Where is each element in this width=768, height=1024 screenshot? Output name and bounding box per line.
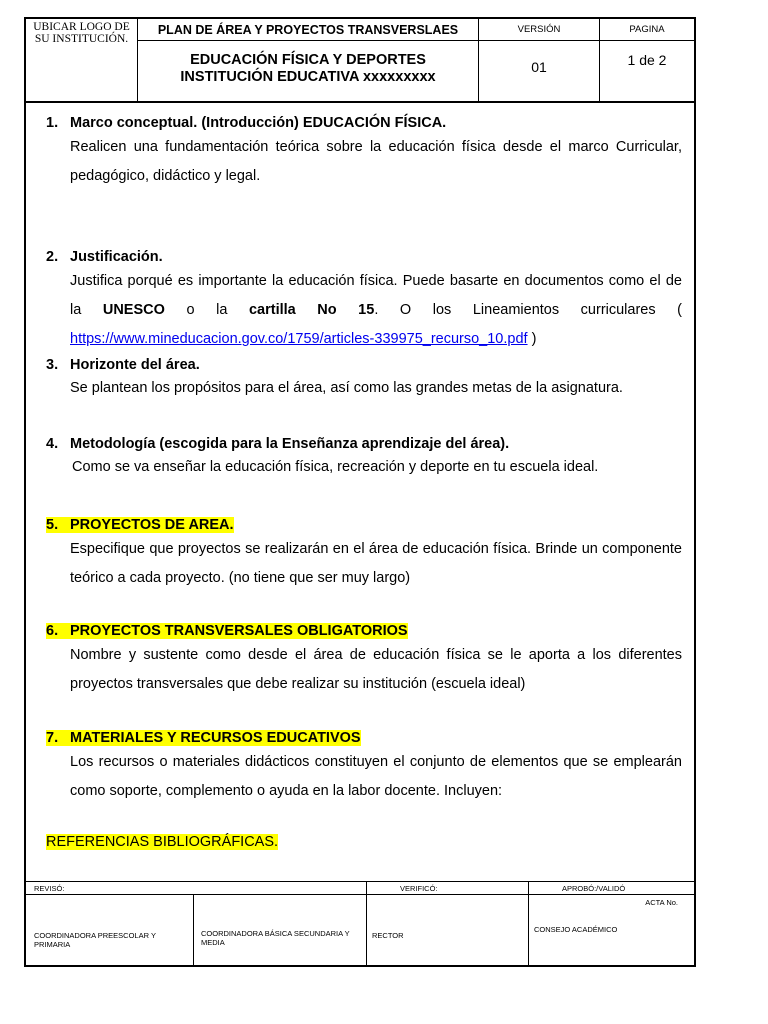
section-body: Como se va enseñar la educación física, recreación y deporte en tu escuela ideal. <box>72 459 599 475</box>
page-value: 1 de 2 <box>627 52 667 68</box>
section-title: Marco conceptual. (Introducción) EDUCACIÓN FÍSICA. <box>70 115 447 131</box>
section-body <box>46 267 682 354</box>
consejo-label: CONSEJO ACADÉMICO <box>534 925 618 934</box>
aprobo-label: APROBÓ:/VALIDÓ <box>562 884 626 893</box>
lineamientos-link[interactable]: https://www.mineducacion.gov.co/1759/articles-339975_recurso_10.pdf <box>70 331 528 347</box>
table-divider <box>193 894 194 966</box>
section-body: Nombre y sustente como desde el área de educación física se le aporta a los diferentes proyectos transversales que debe realizar su institución (escuela ideal) <box>70 647 682 692</box>
coord-basica-label: COORDINADORA BÁSICA SECUNDARIA Y MEDIA <box>201 929 350 947</box>
version-value: 01 <box>479 41 600 101</box>
section-number: 4. <box>46 436 59 452</box>
coord-preescolar-label: COORDINADORA PREESCOLAR Y PRIMARIA <box>34 931 156 949</box>
body-text: Justifica porqué es importante la educación física. Puede basarte en documentos como el de la <box>70 273 682 318</box>
section-number: 5. <box>46 517 59 533</box>
signature-table <box>26 881 694 966</box>
acta-label: ACTA No. <box>645 898 678 907</box>
body-text: . O los Lineamientos curriculares ( <box>374 302 683 318</box>
version-label: VERSIÓN <box>479 19 600 41</box>
section-title: PROYECTOS TRANSVERSALES OBLIGATORIOS <box>70 623 408 639</box>
section-title: MATERIALES Y RECURSOS EDUCATIVOS <box>70 730 361 746</box>
references-label: REFERENCIAS BIBLIOGRÁFICAS. <box>46 834 279 850</box>
section-number: 1. <box>46 115 59 131</box>
plan-title: PLAN DE ÁREA Y PROYECTOS TRANSVERSLAES <box>138 19 479 41</box>
section-body: Especifique que proyectos se realizarán en el área de educación física. Brinde un componente teórico a cada proyecto. (no tiene que ser muy largo) <box>70 541 682 586</box>
section-title: Metodología (escogida para la Enseñanza aprendizaje del área). <box>70 436 510 452</box>
section-title: Justificación. <box>70 249 163 265</box>
highlighted-heading <box>46 730 361 746</box>
section-materiales <box>46 728 682 806</box>
section-number: 7. <box>46 730 59 746</box>
references-heading <box>46 834 278 850</box>
section-body: Realicen una fundamentación teórica sobre la educación física desde el marco Curricular, pedagógico, didáctico y legal. <box>70 139 682 184</box>
bold-unesco: UNESCO <box>102 302 165 318</box>
section-horizonte <box>46 355 682 401</box>
section-title: Horizonte del área. <box>70 357 200 373</box>
document-title <box>138 41 479 101</box>
rector-label: RECTOR <box>372 931 404 940</box>
section-proyectos-area <box>46 515 682 593</box>
section-marco-conceptual <box>46 113 682 191</box>
section-body: Se plantean los propósitos para el área, así como las grandes metas de la asignatura. <box>70 380 623 396</box>
highlighted-heading <box>46 517 234 533</box>
document-title-line2: INSTITUCIÓN EDUCATIVA xxxxxxxxx <box>180 69 436 85</box>
section-number: 2. <box>46 249 59 265</box>
verifico-label: VERIFICÓ: <box>400 884 438 893</box>
body-text: o la <box>164 302 249 318</box>
section-number: 6. <box>46 623 59 639</box>
logo-placeholder: UBICAR LOGO DE SU INSTITUCIÓN. <box>26 19 138 101</box>
section-justificacion <box>46 247 682 354</box>
section-metodologia <box>46 434 682 480</box>
table-divider <box>26 894 694 895</box>
highlighted-heading <box>46 623 408 639</box>
reviso-label: REVISÓ: <box>34 884 65 893</box>
page-label: PAGINA <box>600 19 694 41</box>
body-text: ) <box>527 331 537 347</box>
section-title: PROYECTOS DE AREA. <box>70 517 234 533</box>
document-page <box>24 17 696 967</box>
document-header-table <box>26 19 694 103</box>
section-number: 3. <box>46 357 59 373</box>
section-body: Los recursos o materiales didácticos constituyen el conjunto de elementos que se emplearán como soporte, complemento o ayuda en la labor docente. Incluyen: <box>70 754 682 799</box>
document-title-line1: EDUCACIÓN FÍSICA Y DEPORTES <box>190 52 426 68</box>
section-proyectos-transversales <box>46 621 682 699</box>
bold-cartilla: cartilla No 15 <box>248 302 375 318</box>
